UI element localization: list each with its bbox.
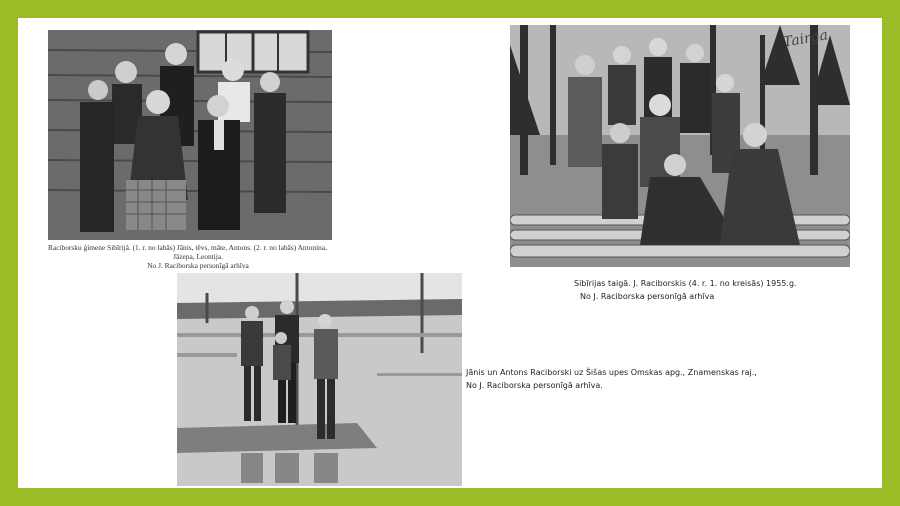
river-photo <box>177 273 462 486</box>
taiga-caption <box>574 277 797 303</box>
river-caption-line-2: No J. Raciborska personīgā arhīva. <box>466 381 603 390</box>
river-caption <box>466 366 757 392</box>
slide-panel <box>18 18 882 488</box>
taiga-group-photo <box>510 25 850 267</box>
family-caption-line-1: Raciborsku ģimene Sibīrijā. (1. r. no labās) Jānis, tēvs, māte, Antons. (2. r. no labās) Antonina, <box>48 243 327 252</box>
family-caption-line-3: No J. Raciborska personīgā arhīva <box>147 261 249 270</box>
family-photo <box>48 30 332 240</box>
family-caption <box>48 243 348 270</box>
taiga-caption-line-2: No J. Raciborska personīgā arhīva <box>580 292 715 301</box>
river-caption-line-1: Jānis un Antons Raciborski uz Šišas upes Omskas apg., Znamenskas raj., <box>466 368 757 377</box>
family-caption-line-2: Jāzepa, Leontija. <box>173 252 223 261</box>
taiga-handwriting: Tairga <box>781 27 830 51</box>
taiga-caption-line-1: Sibīrijas taigā. J. Raciborskis (4. r. 1. no kreisās) 1955.g. <box>574 279 797 288</box>
